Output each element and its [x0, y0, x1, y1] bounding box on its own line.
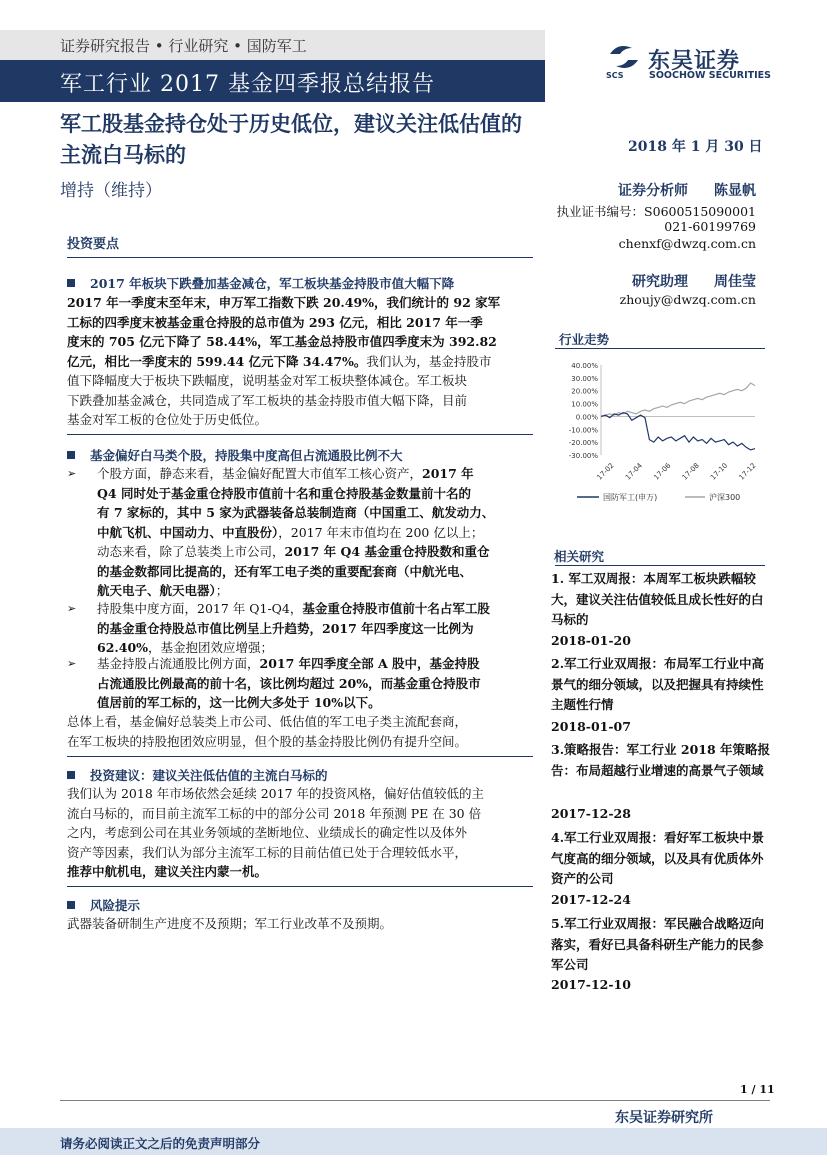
bullet-heading: 2017 年板块下跌叠加基金减仓，军工板块基金持股市值大幅下降 — [67, 274, 454, 292]
related-date: 2017-12-10 — [551, 977, 631, 992]
x-tick-label: 17-10 — [709, 461, 730, 482]
x-tick-label: 17-06 — [652, 461, 673, 482]
analyst-phone: 021-60199769 — [664, 219, 756, 234]
headline: 军工股基金持仓处于历史低位，建议关注低估值的主流白马标的 — [60, 111, 522, 167]
y-tick-label: 10.00% — [571, 400, 598, 409]
assistant-email[interactable]: zhoujy@dwzq.com.cn — [619, 292, 756, 307]
logo-mark-text: SCS — [606, 71, 624, 80]
report-date: 2018 年 1 月 30 日 — [628, 139, 763, 155]
divider — [67, 886, 533, 887]
x-tick-label: 17-02 — [595, 461, 616, 482]
report-title: 军工行业 2017 基金四季报总结报告 — [60, 72, 435, 97]
analyst-label: 证券分析师 — [618, 183, 689, 199]
institute-name: 东吴证券研究所 — [615, 1110, 713, 1126]
related-item[interactable]: 3.策略报告：军工行业 2018 年策略报告：布局超越行业增速的高景气子领域 — [551, 742, 771, 778]
legend-label: 国防军工(申万) — [603, 493, 658, 502]
divider — [67, 257, 533, 258]
related-date: 2017-12-24 — [551, 892, 631, 907]
y-tick-label: -10.00% — [568, 426, 598, 435]
assistant-line — [632, 271, 756, 291]
x-tick-label: 17-04 — [623, 461, 645, 482]
arrow-bullet-icon: ➢ — [67, 602, 77, 615]
related-date: 2018-01-07 — [551, 719, 631, 734]
x-tick-label: 17-08 — [680, 461, 701, 482]
x-tick-label: 17-12 — [737, 461, 758, 482]
analyst-cert: 执业证书编号：S0600515090001 — [556, 204, 756, 219]
divider — [555, 348, 765, 349]
risk-text: 武器装备研制生产进度不及预期；军工行业改革不及预期。 — [67, 916, 393, 931]
assistant-label: 研究助理 — [632, 274, 689, 290]
key-points-title: 投资要点 — [67, 237, 120, 252]
related-date: 2017-12-28 — [551, 806, 631, 821]
arrow-bullet-icon: ➢ — [67, 657, 77, 670]
page-number: 1 / 11 — [740, 1083, 775, 1096]
related-title: 相关研究 — [554, 549, 605, 564]
y-tick-label: 40.00% — [571, 362, 598, 370]
bullet-heading: 风险提示 — [67, 896, 140, 914]
analyst-name: 陈显帆 — [714, 183, 756, 199]
related-item[interactable]: 1. 军工双周报：本周军工板块跌幅较大，建议关注估值较低且成长性好的白马标的 — [551, 571, 764, 627]
square-bullet-icon — [67, 279, 75, 287]
bullet-heading: 投资建议：建议关注低估值的主流白马标的 — [67, 766, 328, 784]
related-item[interactable]: 5.军工行业双周报：军民融合战略迈向落实，看好已具备科研生产能力的民参军公司 — [551, 916, 765, 972]
analyst-line — [618, 180, 756, 200]
series-line — [601, 383, 755, 416]
sub-bullet: ➢ 个股方面，静态来看，基金偏好配置大市值军工核心资产，2017 年 Q4 同时处于基金重仓持股市值前十名和重仓持股基金数量前十名的 有 7 家标的，其中 5 家为武器装备总装制造商（中国重工、航发动力、 中航飞机、中国动力、中直股份），2017 年末市值均在 200 亿以上； 动态来看，除了总装类上市公司，2017 年 Q4 基金重仓持股数和重仓 的基金数都同比提高的，还有军工电子类的重要配套商（中航光电、 航天电子、航天电器）； — [67, 466, 495, 598]
analyst-email[interactable]: chenxf@dwzq.com.cn — [618, 236, 756, 251]
divider — [60, 1100, 770, 1101]
trend-chart — [555, 355, 770, 520]
series-line — [601, 413, 755, 450]
trend-title: 行业走势 — [559, 332, 610, 347]
legend-label: 沪深300 — [709, 493, 741, 502]
rating: 增持（维持） — [60, 181, 162, 201]
y-tick-label: 30.00% — [571, 374, 598, 383]
paragraph-recommendation: 我们认为 2018 年市场依然会延续 2017 年的投资风格，偏好估值较低的主 流白马标的，而目前主流军工标的中的部分公司 2018 年预测 PE 在 30 倍 之内，考虑到公司在其业务领域的垄断地位、业绩成长的确定性以及体外 资产等因素，我们认为部分主流军工标的目前估值已处于合理较低水平， 推荐中航机电，建议关注内蒙一机。 — [67, 786, 485, 879]
breadcrumb-bar — [0, 30, 545, 60]
related-date: 2018-01-20 — [551, 633, 631, 648]
divider — [67, 756, 533, 757]
breadcrumb: 证券研究报告 • 行业研究 • 国防军工 — [60, 37, 307, 55]
square-bullet-icon — [67, 901, 75, 909]
y-tick-label: 20.00% — [571, 387, 598, 396]
sub-bullet: ➢ 基金持股占流通股比例方面，2017 年四季度全部 A 股中，基金持股 占流通股比例最高的前十名，该比例均超过 20%，而基金重仓持股市 值居前的军工标的，这一比例大多处于 10%以下。 — [67, 656, 481, 710]
disclaimer-bar — [0, 1128, 827, 1155]
divider — [67, 434, 533, 435]
logo-cn: 东吴证券 — [648, 49, 741, 74]
y-tick-label: -30.00% — [568, 452, 598, 460]
logo-en: SOOCHOW SECURITIES — [649, 70, 771, 81]
arrow-bullet-icon: ➢ — [67, 467, 77, 480]
y-tick-label: -20.00% — [568, 439, 598, 448]
paragraph-holdings: 2017 年一季度末至年末，申万军工指数下跌 20.49%，我们统计的 92 家军 工标的四季度末被基金重仓持股的总市值为 293 亿元，相比 2017 年一季 度末的 705 亿元下降了 58.44%，军工基金总持股市值四季度末为 392.82 亿元，相比一季度末的 599.44 亿元下降 34.47%。我们认为，基金持股市 值下降幅度大于板块下跌幅度，说明基金对军工板块整体减仓。军工板块 下跌叠加基金减仓，共同造成了军工板块的基金持股市值大幅下降，目前 基金对军工板的仓位处于历史低位。 — [67, 295, 501, 427]
bullet-heading: 基金偏好白马类个股，持股集中度高但占流通股比例不大 — [67, 446, 403, 464]
related-item[interactable]: 4.军工行业双周报：看好军工板块中景气度高的细分领域，以及具有优质体外资产的公司 — [551, 830, 765, 886]
related-item[interactable]: 2.军工行业双周报：布局军工行业中高景气的细分领域，以及把握具有持续性主题性行情 — [551, 656, 765, 712]
disclaimer: 请务必阅读正文之后的免责声明部分 — [60, 1136, 261, 1151]
assistant-name: 周佳莹 — [714, 274, 756, 290]
y-tick-label: 0.00% — [575, 413, 598, 422]
report-title-bar — [0, 60, 545, 102]
square-bullet-icon — [67, 771, 75, 779]
square-bullet-icon — [67, 451, 75, 459]
logo-mark-icon — [604, 40, 644, 80]
company-logo — [604, 40, 774, 90]
sub-bullet: ➢ 持股集中度方面，2017 年 Q1-Q4，基金重仓持股市值前十名占军工股 的基金重仓持股总市值比例呈上升趋势，2017 年四季度这一比例为 62.40%，基金抱团效应增强； — [67, 601, 490, 655]
divider — [555, 565, 765, 566]
paragraph-summary: 总体上看，基金偏好总装类上市公司、低估值的军工电子类主流配套商， 在军工板块的持股抱团效应明显，但个股的基金持股比例仍有提升空间。 — [67, 714, 468, 749]
